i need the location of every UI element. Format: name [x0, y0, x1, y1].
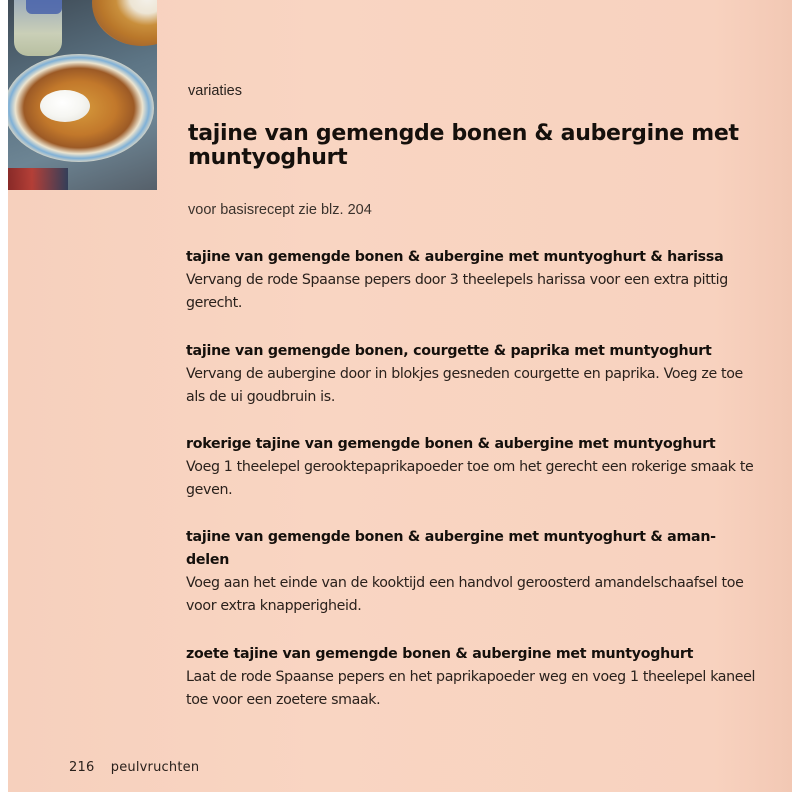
page-title: tajine van gemengde bonen & aubergine met muntyoghurt — [188, 121, 739, 170]
variation-body: Voeg aan het einde van de kooktijd een handvol geroosterd amandelschaafsel toe voor extra knapperigheid. — [186, 575, 744, 614]
variation-heading: tajine van gemengde bonen, courgette & paprika met muntyoghurt — [186, 343, 712, 359]
page-number: 216 — [69, 760, 95, 775]
variation-heading: zoete tajine van gemengde bonen & aubergine met muntyoghurt — [186, 646, 694, 662]
variation-heading: tajine van gemengde bonen & aubergine met muntyoghurt & aman-delen — [186, 529, 716, 568]
variation-item — [186, 246, 756, 315]
base-recipe-reference: voor basisrecept zie blz. 204 — [188, 202, 372, 218]
section-label: variaties — [188, 83, 242, 99]
variation-body: Vervang de rode Spaanse pepers door 3 theelepels harissa voor een extra pittig gerecht. — [186, 272, 728, 311]
page-footer — [69, 760, 199, 775]
variation-body: Laat de rode Spaanse pepers en het paprikapoeder weg en voeg 1 theelepel kaneel toe voor een zoetere smaak. — [186, 669, 756, 708]
variation-item — [186, 643, 756, 712]
variation-item — [186, 340, 756, 409]
variation-heading: tajine van gemengde bonen & aubergine met muntyoghurt & harissa — [186, 249, 724, 265]
variation-item — [186, 526, 756, 618]
variation-heading: rokerige tajine van gemengde bonen & aubergine met muntyoghurt — [186, 436, 716, 452]
variation-body: Vervang de aubergine door in blokjes gesneden courgette en paprika. Voeg ze toe als de ui goudbruin is. — [186, 366, 743, 405]
variation-item — [186, 433, 756, 502]
variation-body: Voeg 1 theelepel gerooktepaprikapoeder toe om het gerecht een rokerige smaak te geven. — [186, 459, 754, 498]
chapter-name: peulvruchten — [110, 760, 200, 775]
